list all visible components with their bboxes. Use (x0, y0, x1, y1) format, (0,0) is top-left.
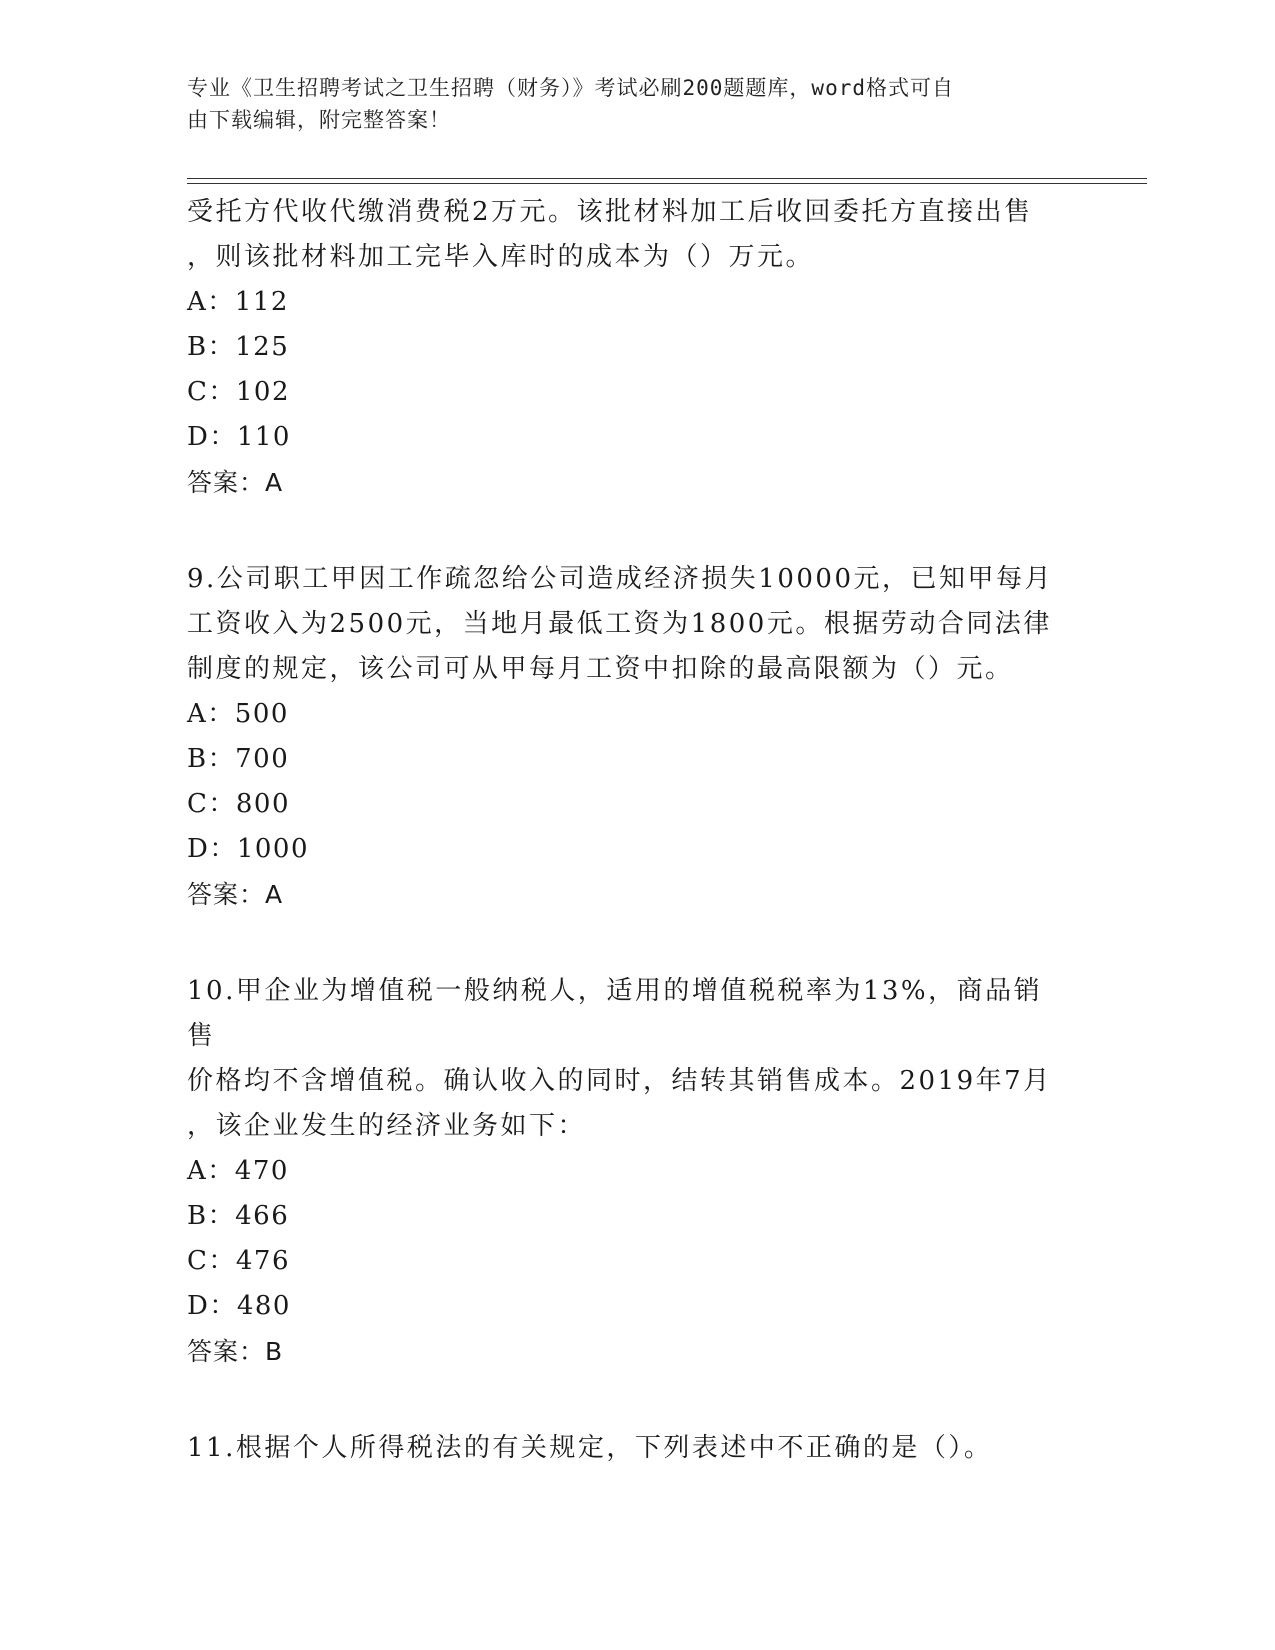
option-a: A：112 (187, 287, 289, 317)
header-line-2: 由下载编辑，附完整答案！ (187, 108, 451, 132)
document-header (187, 72, 1067, 136)
option-b: B：466 (187, 1201, 290, 1231)
option-a: A：470 (187, 1156, 289, 1186)
question-text-line: ，则该批材料加工完毕入库时的成本为（）万元。 (187, 242, 815, 272)
question-text-line: ，该企业发生的经济业务如下： (187, 1111, 587, 1141)
answer-line: 答案：A (187, 468, 284, 497)
option-d: D：110 (187, 422, 291, 452)
option-b: B：125 (187, 332, 290, 362)
question-11 (187, 1426, 1067, 1471)
option-b: B：700 (187, 744, 290, 774)
question-8-continued (187, 190, 1067, 505)
question-text-line: 工资收入为2500元，当地月最低工资为1800元。根据劳动合同法律 (187, 609, 1052, 639)
question-text-line: 9.公司职工甲因工作疏忽给公司造成经济损失10000元，已知甲每月 (187, 564, 1054, 594)
option-d: D：480 (187, 1291, 291, 1321)
question-text-line: 价格均不含增值税。确认收入的同时，结转其销售成本。2019年7月 (187, 1066, 1052, 1096)
option-a: A：500 (187, 699, 289, 729)
question-text-line: 11.根据个人所得税法的有关规定，下列表述中不正确的是（）。 (187, 1433, 993, 1463)
option-c: C：800 (187, 789, 291, 819)
question-10 (187, 969, 1067, 1374)
header-divider-bottom (187, 183, 1147, 184)
answer-line: 答案：A (187, 880, 284, 909)
answer-line: 答案：B (187, 1337, 284, 1366)
option-d: D：1000 (187, 834, 310, 864)
header-line-1: 专业《卫生招聘考试之卫生招聘（财务）》考试必刷200题题库，word格式可自 (187, 76, 954, 100)
question-9 (187, 557, 1067, 917)
question-text-line: 10.甲企业为增值税一般纳税人，适用的增值税税率为13%，商品销售 (187, 976, 1043, 1051)
header-divider-top (187, 178, 1147, 179)
option-c: C：476 (187, 1246, 291, 1276)
option-c: C：102 (187, 377, 291, 407)
question-text-line: 受托方代收代缴消费税2万元。该批材料加工后收回委托方直接出售 (187, 197, 1033, 227)
question-list (187, 190, 1067, 1471)
question-text-line: 制度的规定，该公司可从甲每月工资中扣除的最高限额为（）元。 (187, 654, 1014, 684)
